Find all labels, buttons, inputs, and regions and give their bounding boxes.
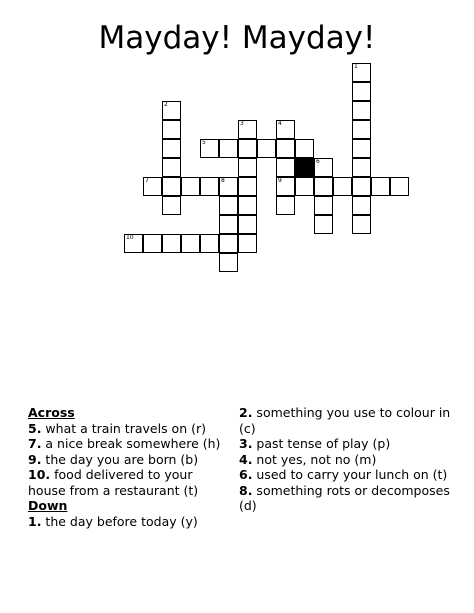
crossword-cell[interactable] (333, 177, 352, 196)
clue-item-text: a nice break somewhere (h) (41, 436, 221, 451)
crossword-cell[interactable] (276, 139, 295, 158)
crossword-cell[interactable] (314, 215, 333, 234)
clue-item (28, 467, 233, 498)
clue-item-text: what a train travels on (r) (41, 420, 206, 436)
crossword-cell[interactable] (352, 101, 371, 120)
crossword-cell[interactable] (257, 139, 276, 158)
crossword-cell[interactable] (200, 177, 219, 196)
across-heading: Across (28, 405, 75, 420)
crossword-cell[interactable] (143, 234, 162, 253)
crossword-cell[interactable] (219, 196, 238, 215)
crossword-cell[interactable] (352, 139, 371, 158)
crossword-cell[interactable] (162, 234, 181, 253)
clue-item-number: 5. (28, 420, 42, 436)
puzzle-title: Mayday! Mayday! (98, 20, 376, 56)
clues-right-column (239, 405, 454, 514)
crossword-cell[interactable] (276, 120, 295, 139)
clue-number: 2 (164, 101, 168, 108)
crossword-cell[interactable] (238, 120, 257, 139)
clue-item-text: something rots or decomposes (d) (239, 482, 450, 513)
crossword-cell[interactable] (219, 215, 238, 234)
clue-item-number: 3. (239, 436, 253, 451)
crossword-cell[interactable] (238, 215, 257, 234)
clue-number: 8 (221, 177, 225, 184)
crossword-cell[interactable] (200, 139, 219, 158)
clue-number: 7 (145, 177, 149, 184)
across-clue-list (28, 421, 233, 499)
clues-left-column (28, 405, 233, 529)
crossword-cell[interactable] (238, 234, 257, 253)
crossword-cell[interactable] (162, 139, 181, 158)
crossword-cell[interactable] (124, 234, 143, 253)
crossword-cell[interactable] (390, 177, 409, 196)
clue-number: 10 (126, 234, 134, 241)
clue-number: 9 (278, 177, 282, 184)
crossword-cell[interactable] (181, 177, 200, 196)
crossword-cell[interactable] (276, 196, 295, 215)
crossword-cell[interactable] (352, 215, 371, 234)
crossword-cell[interactable] (276, 177, 295, 196)
crossword-cell[interactable] (219, 234, 238, 253)
clue-item (28, 421, 233, 437)
crossword-cell[interactable] (162, 177, 181, 196)
crossword-cell[interactable] (238, 158, 257, 177)
clue-item (28, 436, 233, 452)
clue-item-number: 2. (239, 405, 253, 420)
crossword-cell[interactable] (352, 63, 371, 82)
crossword-cell[interactable] (162, 196, 181, 215)
clue-item (239, 483, 454, 514)
down-heading: Down (28, 498, 68, 513)
crossword-cell[interactable] (200, 234, 219, 253)
clue-item (239, 452, 454, 468)
clue-item (28, 514, 233, 530)
clue-number: 6 (316, 158, 320, 165)
clue-item-text: the day before today (y) (41, 513, 198, 529)
clue-item-text: past tense of play (p) (252, 436, 391, 451)
clue-item-number: 10. (28, 467, 51, 482)
crossword-grid (0, 0, 474, 300)
crossword-cell[interactable] (162, 158, 181, 177)
clue-number: 1 (354, 63, 358, 70)
crossword-cell[interactable] (162, 101, 181, 120)
crossword-cell[interactable] (162, 120, 181, 139)
down-clue-list-continued (239, 405, 454, 514)
clue-item-number: 6. (239, 467, 253, 482)
clue-item-text: food delivered to your house from a restaurant (t) (28, 467, 199, 498)
crossword-cell[interactable] (352, 82, 371, 101)
crossword-cell[interactable] (371, 177, 390, 196)
clue-item (239, 467, 454, 483)
crossword-cell[interactable] (295, 177, 314, 196)
crossword-cell[interactable] (238, 177, 257, 196)
clue-number: 5 (202, 139, 206, 146)
clue-item (239, 405, 454, 436)
clue-item-number: 7. (28, 436, 42, 451)
clue-item-number: 9. (28, 451, 42, 467)
clue-item (28, 452, 233, 468)
clue-item-number: 1. (28, 513, 42, 529)
crossword-cell[interactable] (314, 196, 333, 215)
crossword-cell[interactable] (238, 139, 257, 158)
down-clue-list (28, 514, 233, 530)
clue-number: 3 (240, 120, 244, 127)
black-square (295, 158, 314, 177)
crossword-cell[interactable] (314, 177, 333, 196)
clue-item-number: 4. (239, 451, 253, 467)
crossword-cell[interactable] (314, 158, 333, 177)
crossword-cell[interactable] (181, 234, 200, 253)
crossword-cell[interactable] (219, 139, 238, 158)
clue-item-text: something you use to colour in (c) (239, 405, 451, 436)
crossword-cell[interactable] (143, 177, 162, 196)
crossword-cell[interactable] (295, 139, 314, 158)
clue-item-text: the day you are born (b) (41, 451, 199, 467)
clue-item-text: used to carry your lunch on (t) (252, 467, 448, 482)
clue-number: 4 (278, 120, 282, 127)
crossword-cell[interactable] (352, 177, 371, 196)
crossword-cell[interactable] (219, 253, 238, 272)
crossword-cell[interactable] (352, 120, 371, 139)
crossword-cell[interactable] (352, 196, 371, 215)
clue-item-number: 8. (239, 482, 253, 498)
crossword-cell[interactable] (276, 158, 295, 177)
crossword-cell[interactable] (238, 196, 257, 215)
crossword-cell[interactable] (352, 158, 371, 177)
clue-item (239, 436, 454, 452)
clue-item-text: not yes, not no (m) (252, 451, 377, 467)
crossword-cell[interactable] (219, 177, 238, 196)
